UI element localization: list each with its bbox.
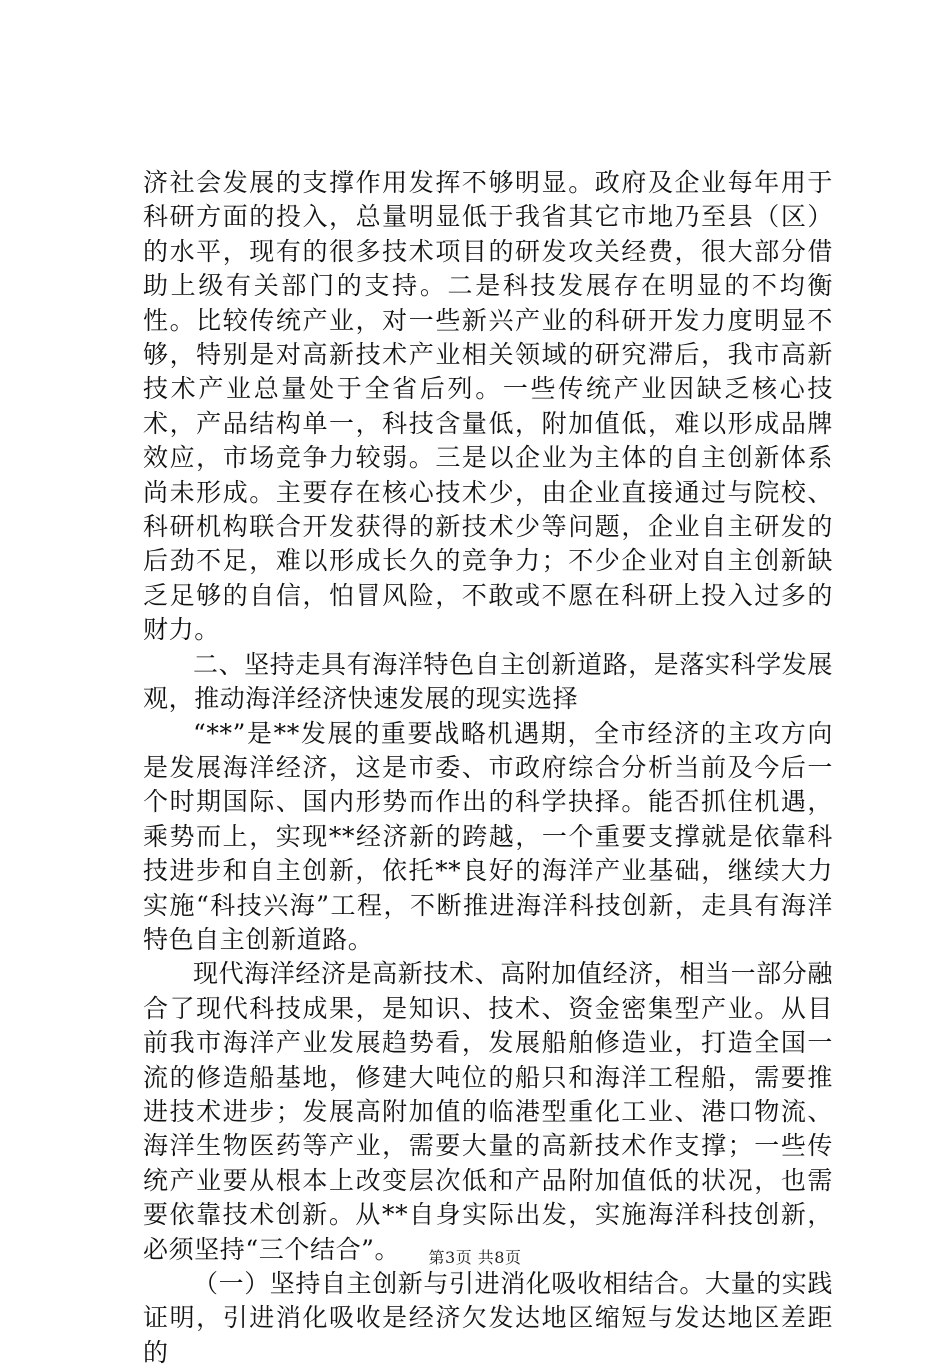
paragraph-continued: 济社会发展的支撑作用发挥不够明显。政府及企业每年用于科研方面的投入，总量明显低于我省其它市地乃至县（区）的水平，现有的很多技术项目的研发攻关经费，很大部分借助上级有关部门的支持。二是科技发展存在明显的不均衡性。比较传统产业，对一些新兴产业的科研开发力度明显不够，特别是对高新技术产业相关领域的研究滞后，我市高新技术产业总量处于全省后列。一些传统产业因缺乏核心技术，产品结构单一，科技含量低，附加值低，难以形成品牌效应，市场竞争力较弱。三是以企业为主体的自主创新体系尚未形成。主要存在核心技术少，由企业直接通过与院校、科研机构联合开发获得的新技术少等问题，企业自主研发的后劲不足，难以形成长久的竞争力；不少企业对自主创新缺乏足够的自信，怕冒风险，不敢或不愿在科研上投入过多的财力。 xyxy=(143,168,833,645)
page-number-footer: 第3页 共8页 xyxy=(428,1248,522,1267)
paragraph: 现代海洋经济是高新技术、高附加值经济，相当一部分融合了现代科技成果，是知识、技术、资金密集型产业。从目前我市海洋产业发展趋势看，发展船舶修造业，打造全国一流的修造船基地，修建大吨位的船只和海洋工程船，需要推进技术进步；发展高附加值的临港型重化工业、港口物流、海洋生物医药等产业，需要大量的高新技术作支撑；一些传统产业要从根本上改变层次低和产品附加值低的状况，也需要依靠技术创新。从**自身实际出发，实施海洋科技创新，必须坚持“三个结合”。 xyxy=(143,959,834,1264)
document-body xyxy=(143,166,833,1370)
paragraph: （一）坚持自主创新与引进消化吸收相结合。大量的实践证明，引进消化吸收是经济欠发达地区缩短与发达地区差距的 xyxy=(143,1269,834,1367)
paragraph: “**”是**发展的重要战略机遇期，全市经济的主攻方向是发展海洋经济，这是市委、市政府综合分析当前及今后一个时期国际、国内形势而作出的科学抉择。能否抓住机遇，乘势而上，实现**经济新的跨越，一个重要支撑就是依靠科技进步和自主创新，依托**良好的海洋产业基础，继续大力实施“科技兴海”工程，不断推进海洋科技创新，走具有海洋特色自主创新道路。 xyxy=(143,718,833,954)
section-heading: 二、坚持走具有海洋特色自主创新道路，是落实科学发展观，推动海洋经济快速发展的现实选择 xyxy=(143,649,834,714)
